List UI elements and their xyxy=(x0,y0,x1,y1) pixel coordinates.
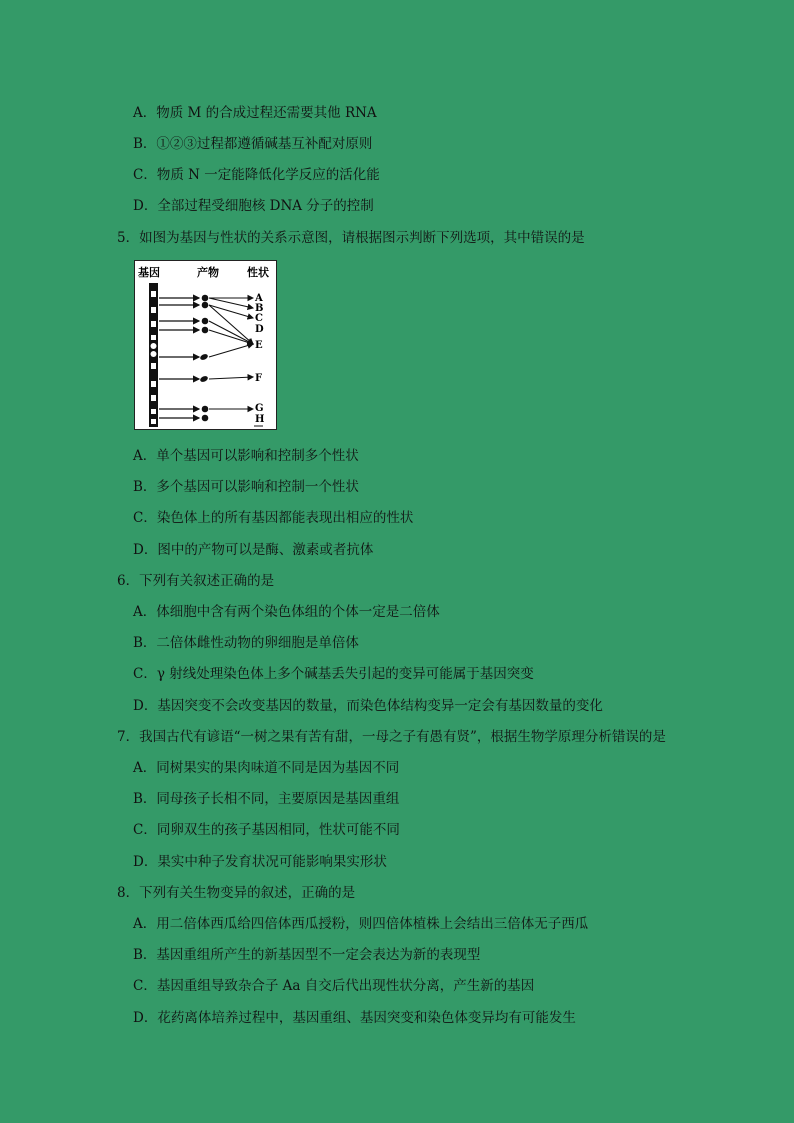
option-8b: B．基因重组所产生的新基因型不一定会表达为新的表现型 xyxy=(133,947,481,963)
trait-label: F xyxy=(255,373,263,384)
option-5a: A．单个基因可以影响和控制多个性状 xyxy=(133,448,359,464)
option-8d: D．花药离体培养过程中，基因重组、基因突变和染色体变异均有可能发生 xyxy=(133,1010,576,1026)
product-header: 产物 xyxy=(197,266,219,279)
gene-header: 基因 xyxy=(138,266,160,279)
trait-label: B xyxy=(255,303,264,314)
option-4a: A．物质 M 的合成过程还需要其他 RNA xyxy=(133,105,377,121)
question-8-stem: 8．下列有关生物变异的叙述，正确的是 xyxy=(117,885,356,901)
chromosome xyxy=(149,283,158,427)
option-8a: A．用二倍体西瓜给四倍体西瓜授粉，则四倍体植株上会结出三倍体无子西瓜 xyxy=(133,916,589,932)
trait-label: C xyxy=(255,313,263,324)
trait-arrows xyxy=(209,298,253,409)
trait-label: G xyxy=(255,403,264,414)
option-4c: C．物质 N 一定能降低化学反应的活化能 xyxy=(133,167,380,183)
option-6b: B．二倍体雌性动物的卵细胞是单倍体 xyxy=(133,635,359,651)
option-7c: C．同卵双生的孩子基因相同，性状可能不同 xyxy=(133,822,400,838)
trait-labels xyxy=(254,293,264,426)
gene-trait-diagram xyxy=(134,260,277,430)
trait-label: D xyxy=(255,324,264,335)
option-5d: D．图中的产物可以是酶、激素或者抗体 xyxy=(133,542,374,558)
gene-arrows xyxy=(159,298,199,418)
option-7a: A．同树果实的果肉味道不同是因为基因不同 xyxy=(133,760,400,776)
trait-label: H xyxy=(255,414,265,425)
option-6c: C．γ 射线处理染色体上多个碱基丢失引起的变异可能属于基因突变 xyxy=(133,666,534,682)
option-4b: B．①②③过程都遵循碱基互补配对原则 xyxy=(133,136,373,152)
option-5c: C．染色体上的所有基因都能表现出相应的性状 xyxy=(133,510,414,526)
option-6d: D．基因突变不会改变基因的数量，而染色体结构变异一定会有基因数量的变化 xyxy=(133,698,603,714)
option-5b: B．多个基因可以影响和控制一个性状 xyxy=(133,479,359,495)
trait-header: 性状 xyxy=(247,266,269,279)
question-6-stem: 6．下列有关叙述正确的是 xyxy=(117,573,275,589)
option-7b: B．同母孩子长相不同，主要原因是基因重组 xyxy=(133,791,400,807)
option-4d: D．全部过程受细胞核 DNA 分子的控制 xyxy=(133,198,374,214)
option-8c: C．基因重组导致杂合子 Aa 自交后代出现性状分离，产生新的基因 xyxy=(133,978,535,994)
option-6a: A．体细胞中含有两个染色体组的个体一定是二倍体 xyxy=(133,604,440,620)
question-5-stem: 5．如图为基因与性状的关系示意图，请根据图示判断下列选项，其中错误的是 xyxy=(117,230,585,246)
products xyxy=(199,295,208,422)
trait-label: A xyxy=(255,293,263,304)
trait-label: E xyxy=(255,340,263,351)
option-7d: D．果实中种子发育状况可能影响果实形状 xyxy=(133,854,387,870)
question-7-stem: 7．我国古代有谚语“一树之果有苦有甜，一母之子有愚有贤”，根据生物学原理分析错误的是 xyxy=(117,729,666,745)
